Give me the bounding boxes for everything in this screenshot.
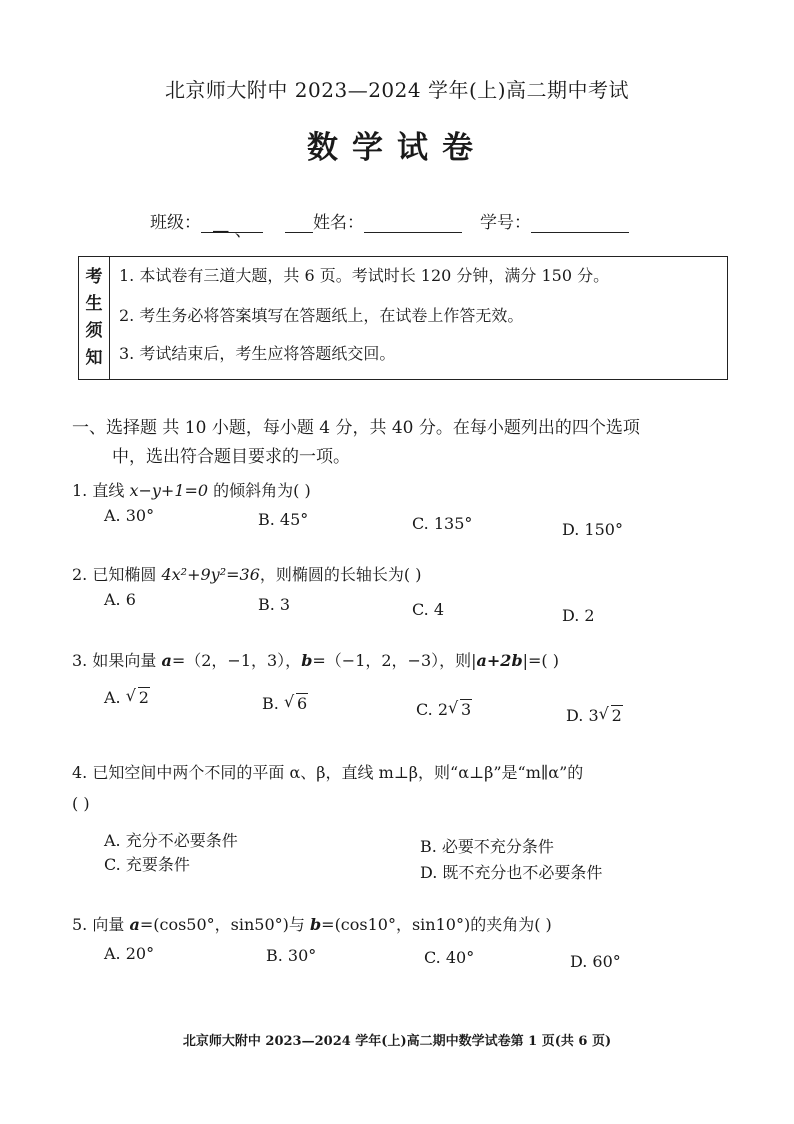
option-b: B. 3	[258, 595, 291, 614]
student-id-field	[480, 208, 629, 233]
page-footer: 北京师大附中 2023—2024 学年(上)高二期中数学试卷第 1 页(共 6 页)	[182, 1034, 612, 1049]
option-a: A. 充分不必要条件	[104, 831, 238, 850]
vector-expression: a+2b	[476, 651, 523, 670]
exam-title: 数学试卷	[307, 130, 487, 166]
stem-math: x−y+1=0	[129, 481, 209, 500]
name-label: 姓名：	[313, 213, 364, 233]
option-a: A. 20°	[104, 944, 155, 963]
stem-text: 如果向量	[92, 651, 162, 670]
stem-text: 向量	[92, 915, 130, 934]
sqrt-icon: √ 3	[448, 698, 472, 719]
coefficient: 3	[588, 706, 599, 725]
option-d: D. 2	[562, 606, 595, 625]
option-label: D.	[566, 706, 584, 725]
section-title-cont: 中，选出符合题目要求的一项。	[112, 447, 350, 467]
radicand: 3	[461, 700, 472, 719]
name-blank	[364, 216, 462, 233]
option-d: D. 既不充分也不必要条件	[420, 863, 603, 882]
option-label: C.	[416, 700, 433, 719]
option-label: B.	[262, 694, 279, 713]
class-value: — 、	[201, 216, 263, 233]
radicand: 6	[296, 694, 308, 713]
notice-heading-char: 考	[85, 267, 103, 287]
exam-notice-box	[78, 256, 728, 380]
notice-item: 1. 本试卷有三道大题，共 6 页。考试时长 120 分钟，满分 150 分。	[119, 266, 610, 285]
option-c: C. 4	[412, 600, 445, 619]
stem-text: ，则椭圆的长轴长为( )	[259, 565, 422, 584]
stem-text: 直线	[92, 481, 130, 500]
section-title: 一、选择题 共 10 小题，每小题 4 分，共 40 分。在每小题列出的四个选项	[72, 418, 640, 438]
option-label: A.	[104, 688, 121, 707]
option-c: C. 40°	[424, 948, 475, 967]
sqrt-icon: √ 6	[283, 692, 308, 713]
stem-text: =（2，−1，3），	[171, 651, 302, 670]
notice-heading-char: 生	[85, 294, 103, 314]
question-number: 2.	[72, 565, 88, 584]
name-field	[285, 208, 462, 233]
option-a: A. 30°	[104, 506, 155, 525]
question-1-stem	[72, 478, 311, 501]
coefficient: 2	[437, 700, 449, 719]
question-3-stem	[72, 648, 559, 671]
question-4-answer-bracket: ( )	[72, 794, 90, 813]
option-c: C. 135°	[412, 514, 473, 533]
stem-text: 已知椭圆	[92, 565, 162, 584]
sqrt-icon: √ 2	[598, 704, 622, 725]
vector-a: a	[129, 915, 140, 934]
option-b	[262, 694, 308, 713]
question-2-stem	[72, 562, 421, 585]
notice-heading-char: 知	[85, 348, 103, 368]
stem-text: =(cos50°，sin50°)与	[139, 915, 310, 934]
vector-a: a	[161, 651, 172, 670]
option-a	[104, 688, 150, 707]
option-a: A. 6	[104, 590, 136, 609]
question-5-stem	[72, 912, 552, 935]
class-label: 班级：	[150, 213, 201, 233]
question-number: 5.	[72, 915, 88, 934]
name-leading-blank	[285, 216, 313, 233]
notice-item: 2. 考生务必将答案填写在答题纸上，在试卷上作答无效。	[119, 306, 524, 325]
option-d	[566, 706, 623, 725]
class-field	[150, 208, 263, 241]
question-number: 1.	[72, 481, 88, 500]
option-b: B. 必要不充分条件	[420, 837, 554, 856]
vector-b: b	[309, 915, 322, 934]
option-b: B. 30°	[266, 946, 317, 965]
question-4-stem	[72, 760, 583, 783]
student-id-blank	[531, 216, 629, 233]
option-c: C. 充要条件	[104, 855, 190, 874]
student-id-label: 学号：	[480, 213, 531, 233]
stem-text: 已知空间中两个不同的平面 α、β，直线 m⊥β，则“α⊥β”是“m∥α”的	[92, 763, 584, 782]
vector-b: b	[301, 651, 313, 670]
stem-text: =(cos10°，sin10°)的夹角为( )	[321, 915, 552, 934]
sqrt-icon: √ 2	[125, 686, 149, 707]
stem-text: 的倾斜角为( )	[208, 481, 311, 500]
question-number: 4.	[72, 763, 88, 782]
option-d: D. 60°	[570, 952, 621, 971]
stem-math: 4x²+9y²=36	[161, 565, 260, 584]
stem-text: |=( )	[522, 651, 559, 670]
notice-heading-char: 须	[85, 321, 103, 341]
school-title: 北京师大附中 2023—2024 学年(上)高二期中考试	[164, 78, 630, 102]
radicand: 2	[611, 706, 622, 725]
option-c	[416, 700, 472, 719]
question-number: 3.	[72, 651, 88, 670]
stem-text: =（−1，2，−3），则|	[312, 651, 477, 670]
notice-item: 3. 考试结束后，考生应将答题纸交回。	[119, 344, 396, 363]
option-b: B. 45°	[258, 510, 309, 529]
radicand: 2	[138, 688, 149, 707]
notice-heading	[79, 257, 110, 379]
option-d: D. 150°	[562, 520, 623, 539]
